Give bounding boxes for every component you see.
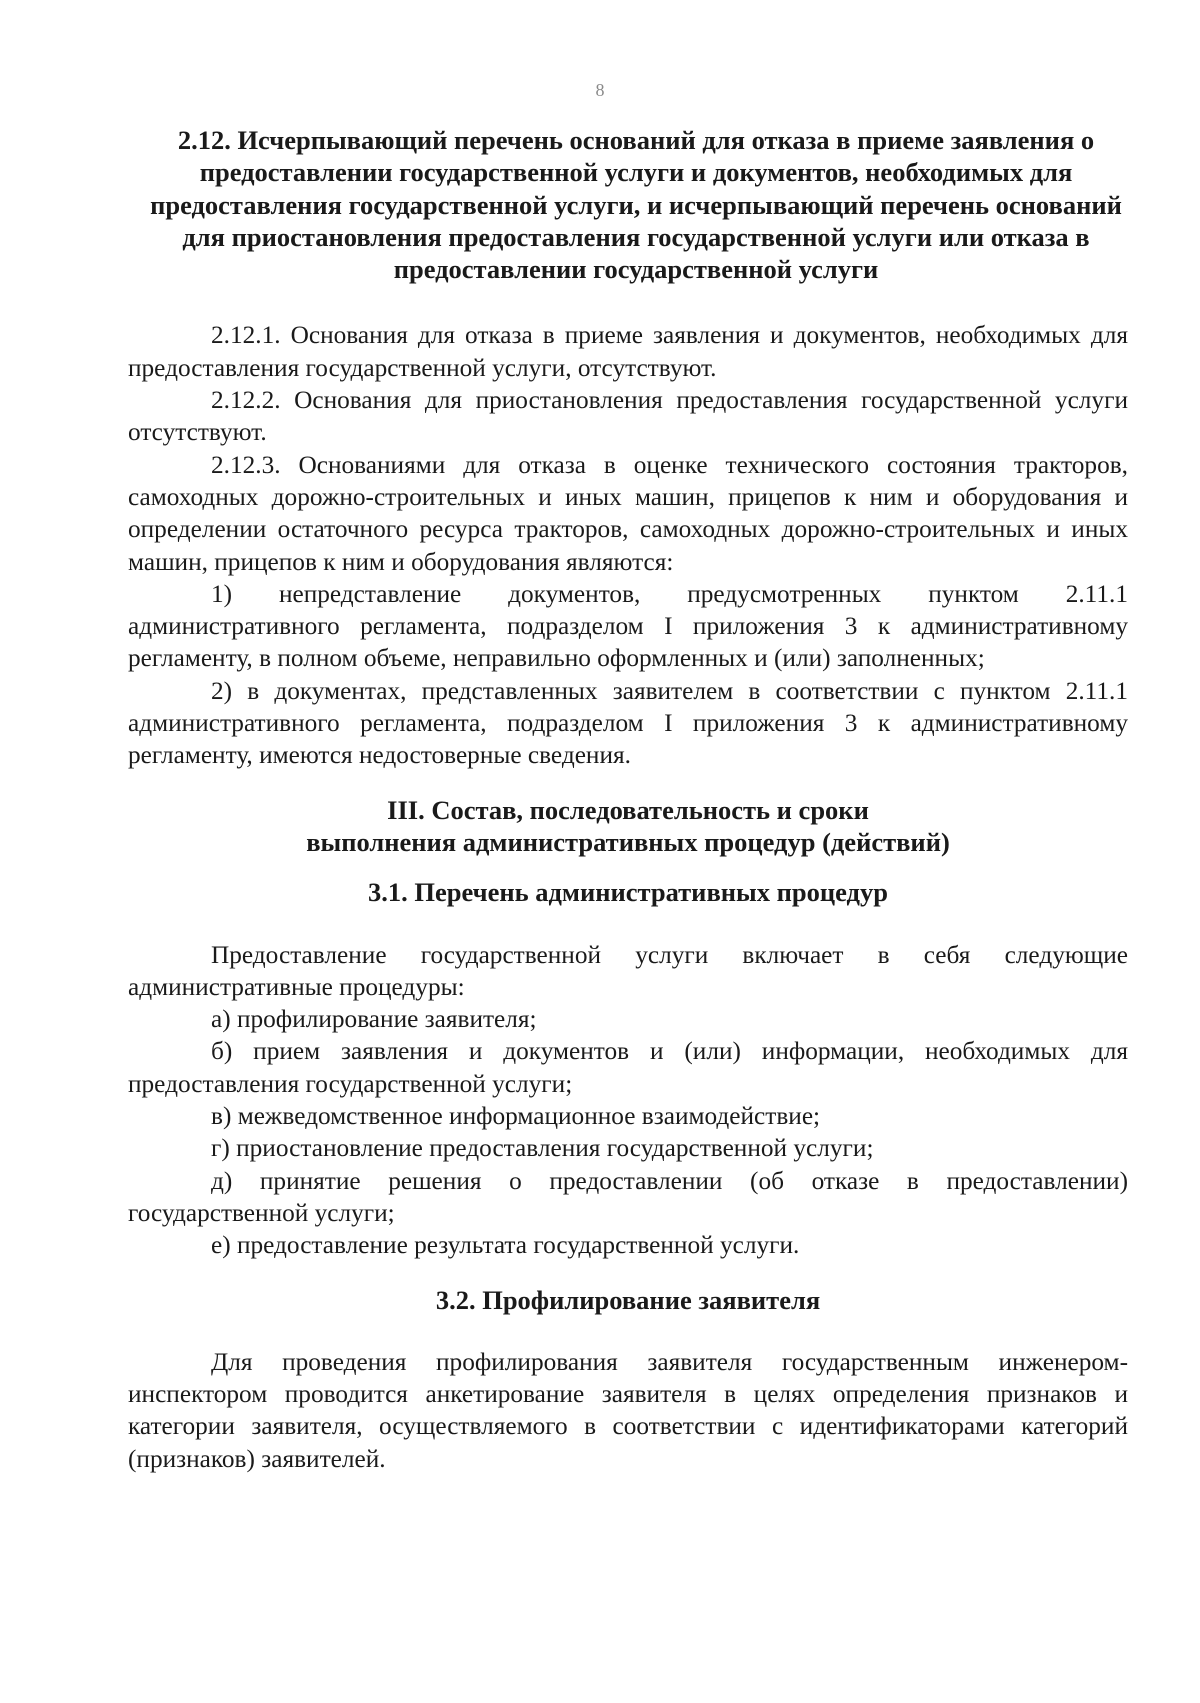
section-3-2-title: 3.2. Профилирование заявителя xyxy=(435,1284,821,1315)
paragraph-2-12-1: 2.12.1. Основания для отказа в приеме заявления и документов, необходимых для предоставления государственной услуги, отсутствуют. xyxy=(128,321,1128,382)
profiling-paragraph: Для проведения профилирования заявителя государственным инженером-инспектором проводится анкетирование заявителя в целях определения признаков и категории заявителя, осуществляемого в соответствии с идентификаторами категорий (признаков) заявителей. xyxy=(128,1347,1128,1473)
procedure-item-b: б) прием заявления и документов и (или) информации, необходимых для предоставления государственной услуги; xyxy=(128,1037,1128,1098)
section-III-title-line2: выполнения административных процедур (действий) xyxy=(306,826,950,857)
procedures-intro: Предоставление государственной услуги включает в себя следующие административные процедуры: xyxy=(128,940,1128,1001)
procedure-item-g: г) приостановление предоставления государственной услуги; xyxy=(211,1134,874,1163)
procedure-item-v: в) межведомственное информационное взаимодействие; xyxy=(211,1102,821,1131)
list-item-1: 1) непредставление документов, предусмотренных пунктом 2.11.1 административного регламента, подразделом I приложения 3 к административному регламенту, в полном объеме, неправильно оформленных и (или) заполненных; xyxy=(128,579,1128,673)
paragraph-2-12-2: 2.12.2. Основания для приостановления предоставления государственной услуги отсутствуют. xyxy=(128,386,1128,447)
paragraph-2-12-3: 2.12.3. Основаниями для отказа в оценке технического состояния тракторов, самоходных дорожно-строительных и иных машин, прицепов к ним и оборудования и определении остаточного ресурса тракторов, самоходных дорожно-строительных и иных машин, прицепов к ним и оборудования являются: xyxy=(128,450,1128,576)
section-III-title-line1: III. Состав, последовательность и сроки xyxy=(387,794,869,825)
list-item-2: 2) в документах, представленных заявителем в соответствии с пунктом 2.11.1 административного регламента, подразделом I приложения 3 к административному регламенту, имеются недостоверные сведения. xyxy=(128,676,1128,770)
section-2-12-body xyxy=(128,319,1128,771)
section-3-1-title: 3.1. Перечень административных процедур xyxy=(368,877,888,908)
procedure-item-d: д) принятие решения о предоставлении (об отказе в предоставлении) государственной услуги; xyxy=(128,1166,1128,1227)
section-3-1-body xyxy=(128,939,1128,1262)
procedure-item-a: а) профилирование заявителя; xyxy=(211,1005,537,1034)
document-body xyxy=(128,124,1128,1475)
section-3-2-body xyxy=(128,1346,1128,1475)
procedure-item-e: е) предоставление результата государственной услуги. xyxy=(211,1231,800,1260)
page-number: 8 xyxy=(595,80,605,100)
section-2-12-title: 2.12. Исчерпывающий перечень оснований для отказа в приеме заявления о предоставлении государственной услуги и документов, необходимых для предоставления государственной услуги, и исчерпывающий перечень оснований для приостановления предоставления государственной услуги или отказа в предоставлении государственной услуги xyxy=(150,125,1122,285)
